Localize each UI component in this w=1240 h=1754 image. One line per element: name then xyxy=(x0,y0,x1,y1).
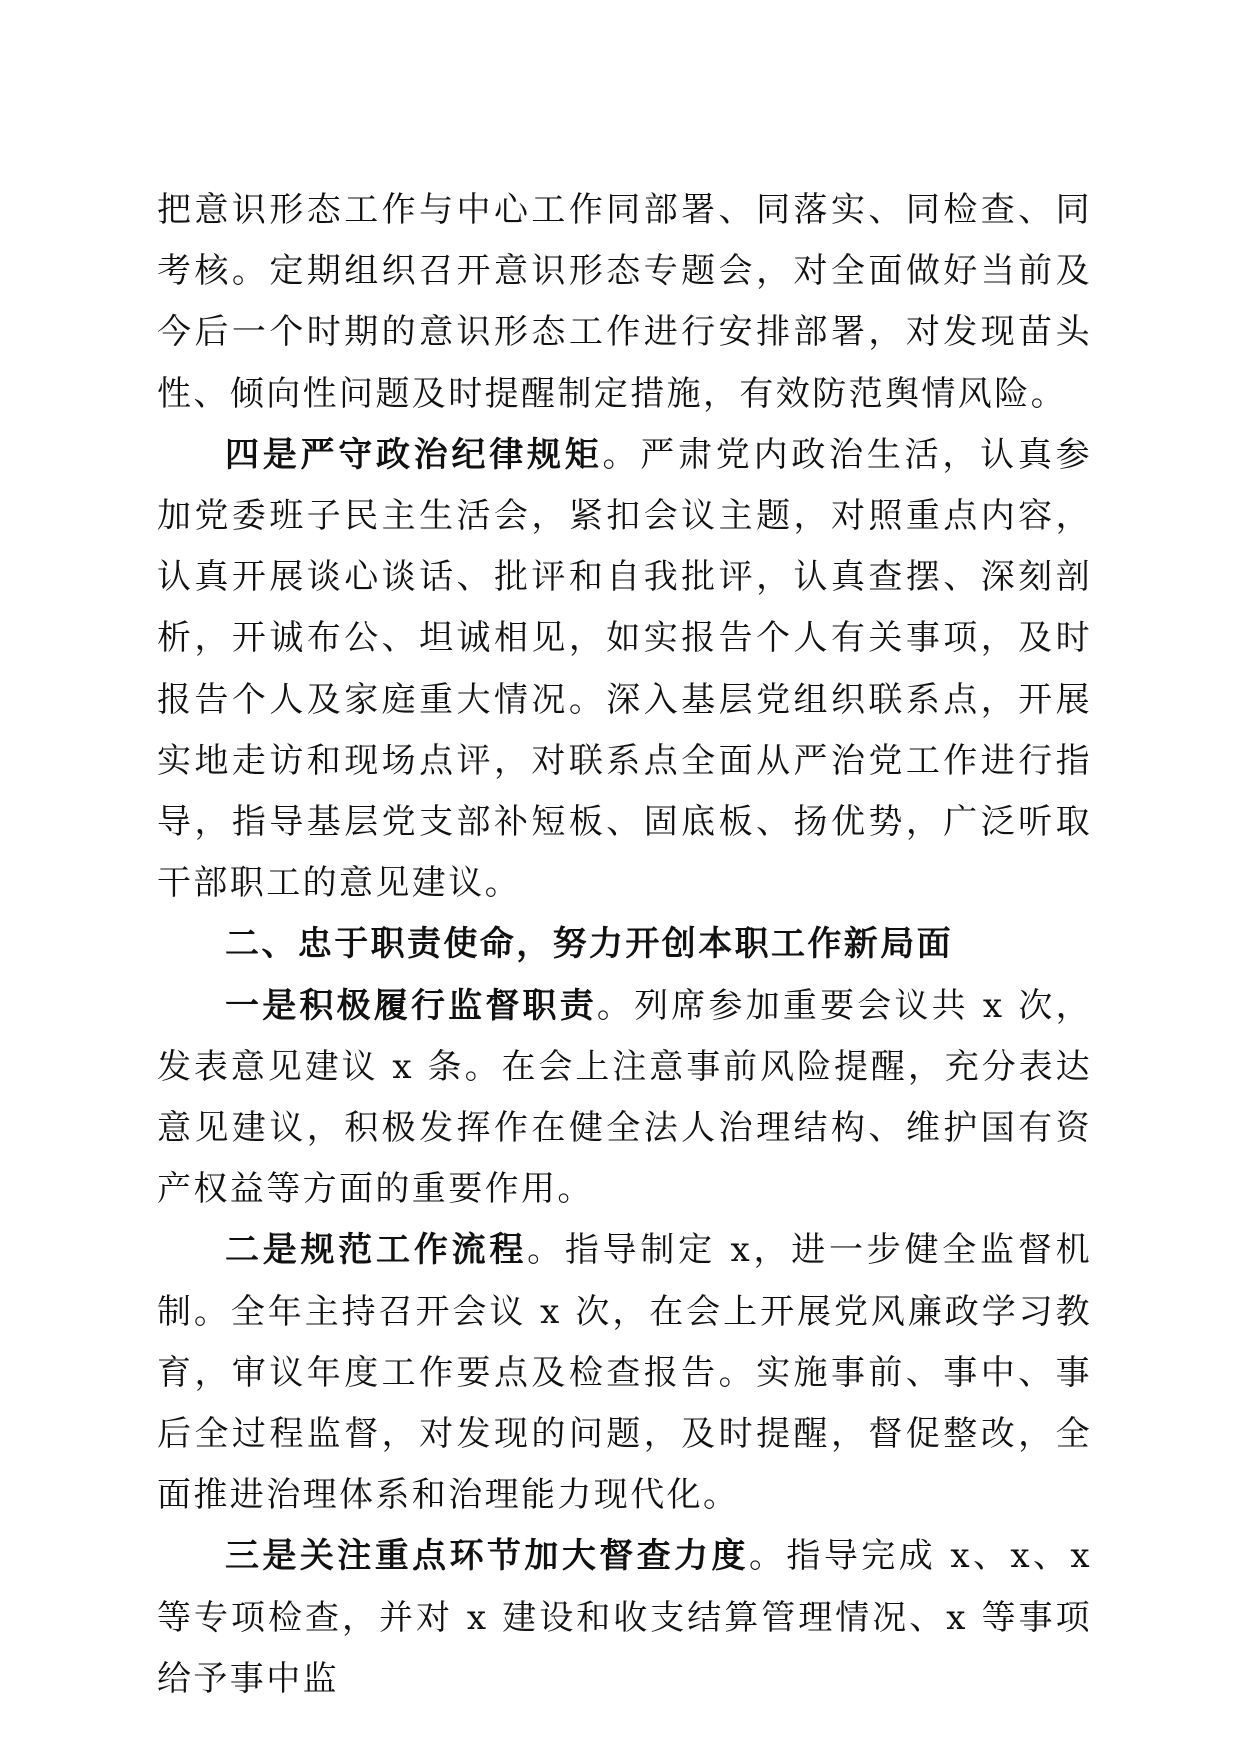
paragraph-political-discipline xyxy=(157,425,1092,915)
section-heading-2: 二、忠于职责使命，努力开创本职工作新局面 xyxy=(225,924,953,965)
paragraph-ideology-work: 把意识形态工作与中心工作同部署、同落实、同检查、同考核。定期组织召开意识形态专题会，对全面做好当前及今后一个时期的意识形态工作进行安排部署，对发现苗头性、倾向性问题及时提醒制定措施，有效防范舆情风险。 xyxy=(157,190,1092,414)
paragraph-lead-work-process: 二是规范工作流程 xyxy=(225,1230,528,1271)
paragraph-body-key-inspection: 。指导完成 x、x、x 等专项检查，并对 x 建设和收支结算管理情况、x 等事项给予事中监 xyxy=(157,1536,1092,1699)
paragraph-body-supervision-duty: 。列席参加重要会议共 x 次，发表意见建议 x 条。在会上注意事前风险提醒，充分表达意见建议，积极发挥作在健全法人治理结构、维护国有资产权益等方面的重要作用。 xyxy=(157,985,1092,1210)
paragraph-key-inspection xyxy=(157,1526,1092,1710)
document-body xyxy=(157,180,1092,1710)
paragraph-lead-supervision-duty: 一是积极履行监督职责 xyxy=(225,985,597,1026)
paragraph-lead-political-discipline: 四是严守政治纪律规矩 xyxy=(225,434,603,475)
paragraph-lead-key-inspection: 三是关注重点环节加大督查力度 xyxy=(225,1536,749,1577)
paragraph-body-political-discipline: 。严肃党内政治生活，认真参加党委班子民主生活会，紧扣会议主题，对照重点内容，认真开展谈心谈话、批评和自我批评，认真查摆、深刻剖析，开诚布公、坦诚相见，如实报告个人有关事项，及时报告个人及家庭重大情况。深入基层党组织联系点，开展实地走访和现场点评，对联系点全面从严治党工作进行指导，指导基层党支部补短板、固底板、扬优势，广泛听取干部职工的意见建议。 xyxy=(157,434,1092,904)
paragraph-supervision-duty xyxy=(157,976,1092,1221)
paragraph-body-work-process: 。指导制定 x，进一步健全监督机制。全年主持召开会议 x 次，在会上开展党风廉政学习教育，审议年度工作要点及检查报告。实施事前、事中、事后全过程监督，对发现的问题，及时提醒，督促整改，全面推进治理体系和治理能力现代化。 xyxy=(157,1230,1092,1516)
paragraph-work-process xyxy=(157,1220,1092,1526)
